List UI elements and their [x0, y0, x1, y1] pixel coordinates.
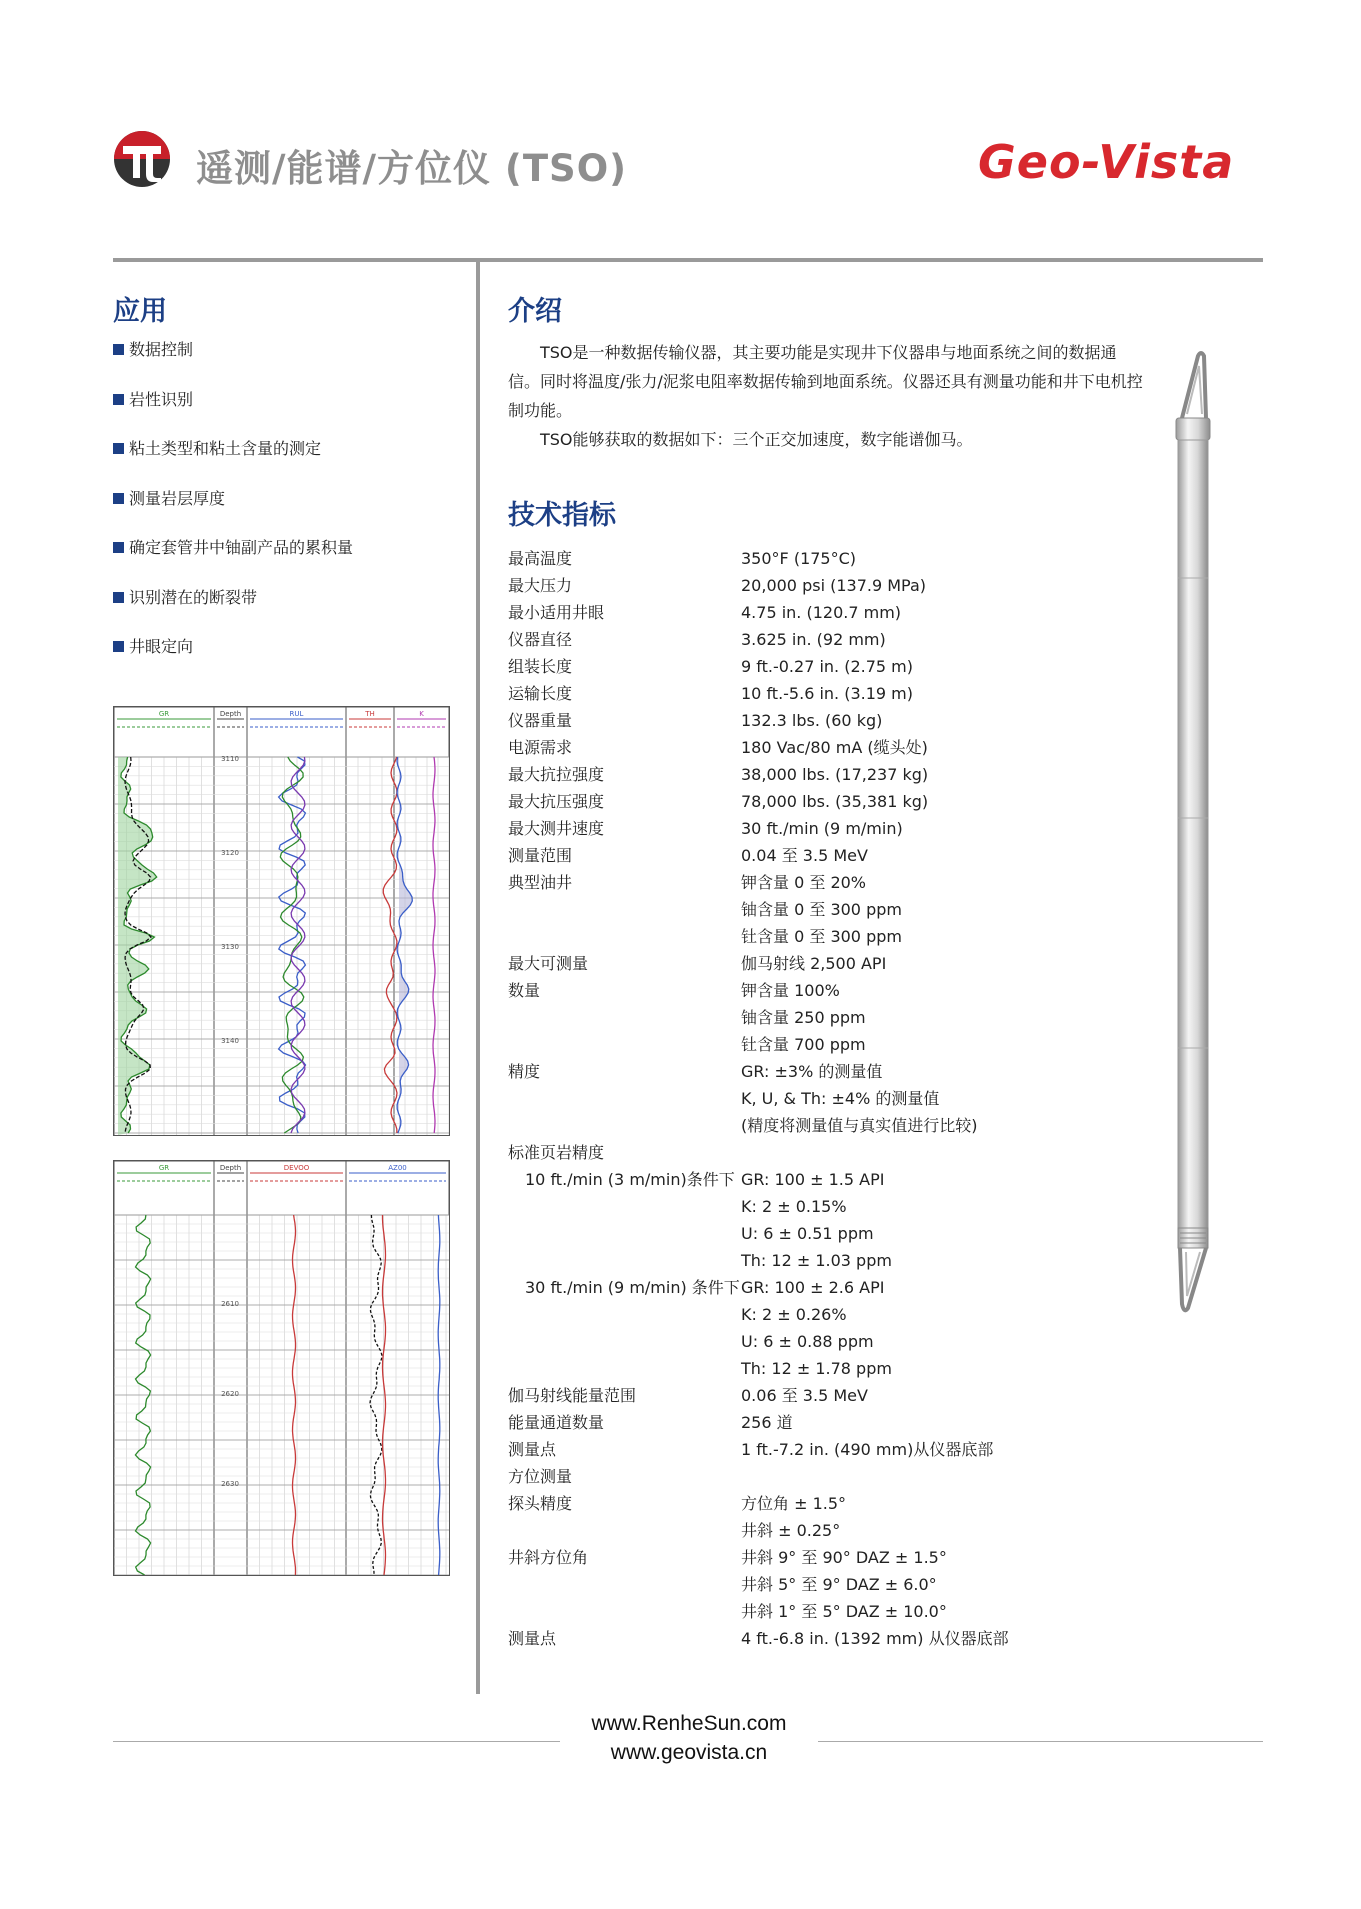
spec-row	[508, 869, 1108, 950]
log-depth-label: 3130	[221, 943, 239, 951]
document-title: 遥测/能谱/方位仪 (TSO)	[196, 147, 628, 190]
spec-label: 30 ft./min (9 m/min) 条件下	[525, 1278, 740, 1297]
spec-value	[741, 680, 913, 707]
spec-value-line: 铀含量 250 ppm	[741, 1008, 866, 1027]
application-item-label: 测量岩层厚度	[129, 488, 226, 508]
spec-row	[508, 950, 1108, 977]
specifications-table	[508, 545, 1108, 1652]
spec-value-line: 180 Vac/80 mA (缆头处)	[741, 738, 928, 757]
spec-row	[508, 680, 1108, 707]
application-item	[113, 538, 353, 588]
spec-label: 仪器重量	[508, 711, 573, 730]
spec-value-line: 0.06 至 3.5 MeV	[741, 1386, 868, 1405]
spec-label: 仪器直径	[508, 630, 573, 649]
specifications-heading: 技术指标	[508, 500, 616, 531]
spec-value	[741, 1544, 947, 1625]
spec-value	[741, 1166, 892, 1274]
spec-value	[741, 950, 886, 977]
spec-row	[508, 1058, 1108, 1139]
spec-value-line: Th: 12 ± 1.03 ppm	[741, 1251, 892, 1270]
spec-value-line: GR: ±3% 的测量值	[741, 1062, 883, 1081]
spec-value-line: 井斜 1° 至 5° DAZ ± 10.0°	[741, 1602, 947, 1621]
spec-value	[741, 815, 903, 842]
spec-value-line: 1 ft.-7.2 in. (490 mm)从仪器底部	[741, 1440, 994, 1459]
spec-value-line: U: 6 ± 0.51 ppm	[741, 1224, 874, 1243]
spec-value-line: K, U, & Th: ±4% 的测量值	[741, 1089, 940, 1108]
spec-label: 测量范围	[508, 846, 573, 865]
spec-row	[508, 599, 1108, 626]
gamma-log-chart-1	[113, 706, 450, 1136]
log-track-label: DEVOO	[283, 1164, 310, 1172]
spec-label: 能量通道数量	[508, 1413, 605, 1432]
header-divider	[113, 258, 1263, 262]
spec-value	[741, 842, 868, 869]
spec-label: 最小适用井眼	[508, 603, 605, 622]
log-track-label: TH	[365, 710, 375, 718]
spec-value	[741, 1436, 993, 1463]
spec-row	[508, 572, 1108, 599]
bullet-square-icon	[113, 394, 124, 405]
application-item-label: 井眼定向	[129, 637, 194, 656]
gamma-log-chart-2	[113, 1160, 450, 1576]
bullet-square-icon	[113, 542, 124, 553]
spec-value	[741, 977, 866, 1058]
spec-value	[741, 1058, 978, 1139]
log-track-label: Depth	[219, 1164, 242, 1172]
spec-row	[508, 1490, 1108, 1544]
footer-divider-left	[113, 1741, 560, 1742]
log-track-label: AZ00	[388, 1164, 407, 1172]
spec-value-line: 钾含量 100%	[741, 981, 840, 1000]
spec-row	[508, 1382, 1108, 1409]
spec-value-line: 4 ft.-6.8 in. (1392 mm) 从仪器底部	[741, 1629, 1009, 1648]
spec-value-line: 9 ft.-0.27 in. (2.75 m)	[741, 657, 913, 676]
spec-row	[508, 1625, 1108, 1652]
spec-row	[508, 1409, 1108, 1436]
applications-list	[113, 340, 353, 687]
application-item-label: 岩性识别	[129, 389, 194, 409]
spec-value-line: 38,000 lbs. (17,237 kg)	[741, 765, 929, 784]
application-item	[113, 588, 353, 638]
spec-row	[508, 842, 1108, 869]
spec-label: 测量点	[508, 1629, 557, 1648]
spec-value	[741, 869, 902, 950]
spec-value-line: 78,000 lbs. (35,381 kg)	[741, 792, 929, 811]
spec-label: 最大抗压强度	[508, 792, 605, 811]
spec-value-line: 井斜 5° 至 9° DAZ ± 6.0°	[741, 1575, 937, 1594]
spec-value	[741, 626, 886, 653]
spec-label: 典型油井	[508, 873, 573, 892]
spec-value	[741, 707, 882, 734]
spec-value	[741, 653, 913, 680]
spec-label: 运输长度	[508, 684, 573, 703]
spec-value	[741, 1625, 1009, 1652]
application-item	[113, 390, 353, 440]
column-divider	[476, 262, 480, 1694]
spec-label: 测量点	[508, 1440, 557, 1459]
brand-logo: Geo-Vista	[978, 135, 1235, 189]
spec-label: 精度	[508, 1062, 541, 1081]
spec-value-line: GR: 100 ± 1.5 API	[741, 1170, 885, 1189]
spec-value-line: 铀含量 0 至 300 ppm	[741, 900, 902, 919]
introduction-text	[508, 338, 1148, 454]
tso-tool-image	[1168, 348, 1216, 1316]
spec-value-line: 132.3 lbs. (60 kg)	[741, 711, 883, 730]
log-curve-fill	[118, 757, 157, 1135]
intro-paragraph: TSO是一种数据传输仪器，其主要功能是实现井下仪器串与地面系统之间的数据通信。同时将温度/张力/泥浆电阻率数据传输到地面系统。仪器还具有测量功能和井下电机控制功能。	[508, 343, 1143, 420]
log-depth-label: 2610	[221, 1300, 239, 1308]
spec-row	[508, 1544, 1108, 1625]
log-depth-label: 3140	[221, 1037, 239, 1045]
spec-value-line: 钾含量 0 至 20%	[741, 873, 867, 892]
spec-label: 电源需求	[508, 738, 573, 757]
spec-value	[741, 761, 928, 788]
log-track-label: RUL	[289, 710, 304, 718]
spec-row	[508, 1463, 1108, 1490]
spec-value	[741, 545, 856, 572]
spec-row	[508, 545, 1108, 572]
spec-value	[741, 1382, 868, 1409]
log-depth-label: 2630	[221, 1480, 239, 1488]
log-depth-label: 3110	[221, 755, 239, 763]
spec-row	[508, 707, 1108, 734]
spec-row	[508, 761, 1108, 788]
spec-label: 最大测井速度	[508, 819, 605, 838]
spec-value-line: U: 6 ± 0.88 ppm	[741, 1332, 874, 1351]
bullet-square-icon	[113, 493, 124, 504]
application-item	[113, 637, 353, 687]
spec-row	[508, 815, 1108, 842]
spec-value-line: GR: 100 ± 2.6 API	[741, 1278, 885, 1297]
spec-value	[741, 1274, 892, 1382]
log-track-label: K	[419, 710, 424, 718]
spec-label: 组装长度	[508, 657, 573, 676]
spec-value	[741, 734, 928, 761]
spec-value-line: K: 2 ± 0.15%	[741, 1197, 847, 1216]
spec-value-line: Th: 12 ± 1.78 ppm	[741, 1359, 892, 1378]
spec-label: 最大压力	[508, 576, 573, 595]
spec-value-line: 方位角 ± 1.5°	[741, 1494, 847, 1513]
log-track-label: GR	[158, 710, 170, 718]
spec-row	[508, 1274, 1108, 1382]
spec-value-line: 3.625 in. (92 mm)	[741, 630, 886, 649]
log-depth-label: 2620	[221, 1390, 239, 1398]
spec-row	[508, 626, 1108, 653]
spec-value-line: 20,000 psi (137.9 MPa)	[741, 576, 927, 595]
spec-row	[508, 1166, 1108, 1274]
bullet-square-icon	[113, 443, 124, 454]
spec-value-line: 0.04 至 3.5 MeV	[741, 846, 868, 865]
bullet-square-icon	[113, 641, 124, 652]
application-item-label: 识别潜在的断裂带	[129, 587, 258, 607]
spec-label: 数量	[508, 981, 541, 1000]
spec-row	[508, 653, 1108, 680]
application-item-label: 粘土类型和粘土含量的测定	[129, 439, 322, 458]
spec-value-line: 350°F (175°C)	[741, 549, 857, 568]
spec-value	[741, 599, 901, 626]
spec-value-line: 钍含量 0 至 300 ppm	[741, 927, 902, 946]
spec-label: 伽马射线能量范围	[508, 1386, 637, 1405]
spec-label: 10 ft./min (3 m/min)条件下	[525, 1170, 735, 1189]
spec-value	[741, 788, 928, 815]
spec-value-line: K: 2 ± 0.26%	[741, 1305, 847, 1324]
footer-divider-right	[818, 1741, 1263, 1742]
application-item-label: 确定套管井中铀副产品的累积量	[129, 538, 354, 557]
log-track-label: Depth	[219, 710, 242, 718]
spec-value-line: 伽马射线 2,500 API	[741, 954, 887, 973]
spec-label: 井斜方位角	[508, 1548, 589, 1567]
footer-website-link[interactable]: www.geovista.cn	[610, 1741, 768, 1764]
spec-label: 最大可测量	[508, 954, 589, 973]
spec-value-line: (精度将测量值与真实值进行比较)	[741, 1116, 978, 1135]
log-track-label: GR	[158, 1164, 170, 1172]
footer-website-link[interactable]: www.RenheSun.com	[591, 1712, 787, 1735]
spec-label: 方位测量	[508, 1467, 573, 1486]
applications-heading: 应用	[113, 296, 167, 327]
spec-label: 最高温度	[508, 549, 573, 568]
application-item	[113, 439, 353, 489]
spec-row	[508, 1139, 1108, 1166]
spec-label: 标准页岩精度	[508, 1143, 605, 1162]
spec-value	[741, 1490, 846, 1544]
spec-value-line: 30 ft./min (9 m/min)	[741, 819, 903, 838]
spec-row	[508, 734, 1108, 761]
spec-row	[508, 788, 1108, 815]
spec-value	[741, 1409, 793, 1436]
introduction-heading: 介绍	[508, 296, 562, 327]
spec-label: 最大抗拉强度	[508, 765, 605, 784]
company-logo-icon	[113, 130, 171, 188]
spec-value-line: 井斜 ± 0.25°	[741, 1521, 841, 1540]
spec-value-line: 256 道	[741, 1413, 793, 1432]
spec-value-line: 4.75 in. (120.7 mm)	[741, 603, 902, 622]
spec-label: 探头精度	[508, 1494, 573, 1513]
application-item-label: 数据控制	[129, 340, 194, 359]
application-item	[113, 489, 353, 539]
bullet-square-icon	[113, 592, 124, 603]
spec-value-line: 井斜 9° 至 90° DAZ ± 1.5°	[741, 1548, 947, 1567]
spec-value-line: 钍含量 700 ppm	[741, 1035, 866, 1054]
intro-paragraph: TSO能够获取的数据如下：三个正交加速度，数字能谱伽马。	[540, 430, 973, 449]
bullet-square-icon	[113, 344, 124, 355]
log-depth-label: 3120	[221, 849, 239, 857]
application-item	[113, 340, 353, 390]
spec-row	[508, 1436, 1108, 1463]
spec-value	[741, 572, 926, 599]
spec-value-line: 10 ft.-5.6 in. (3.19 m)	[741, 684, 913, 703]
spec-row	[508, 977, 1108, 1058]
